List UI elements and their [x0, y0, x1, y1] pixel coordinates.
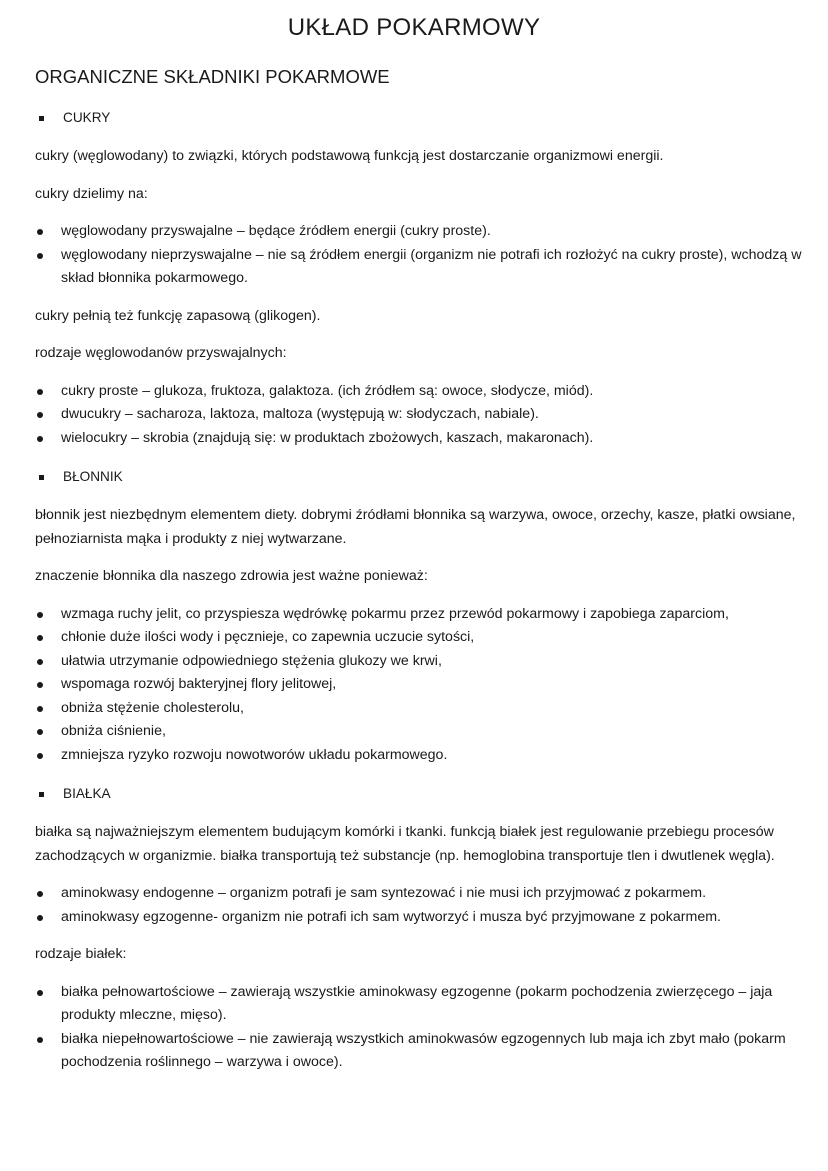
document-content [35, 108, 805, 1089]
list-item: dwucukry – sacharoza, laktoza, maltoza (występują w: słodyczach, nabiale). [35, 403, 805, 427]
paragraph: cukry pełnią też funkcję zapasową (glikogen). [35, 307, 321, 324]
square-bullet-icon [39, 475, 44, 480]
list-item: wzmaga ruchy jelit, co przyspiesza wędrówkę pokarmu przez przewód pokarmowy i zapobiega zaparciom, [35, 603, 805, 627]
section-heading-label: BIAŁKA [63, 786, 111, 802]
section-heading-cukry [35, 108, 805, 128]
list-item: obniża ciśnienie, [35, 720, 805, 744]
paragraph: błonnik jest niezbędnym elementem diety. dobrymi źródłami błonnika są warzywa, owoce, orzechy, kasze, płatki owsiane, pełnoziarnista mąka i produkty z niej wytwarzane. [35, 507, 796, 547]
paragraph: cukry dzielimy na: [35, 185, 148, 202]
list-item: ułatwia utrzymanie odpowiedniego stężenia glukozy we krwi, [35, 650, 805, 674]
list-item: wielocukry – skrobia (znajdują się: w produktach zbożowych, kaszach, makaronach). [35, 427, 805, 451]
list-item: cukry proste – glukoza, fruktoza, galaktoza. (ich źródłem są: owoce, słodycze, miód). [35, 380, 805, 404]
square-bullet-icon [39, 116, 44, 121]
list-item: obniża stężenie cholesterolu, [35, 697, 805, 721]
list-item: wspomaga rozwój bakteryjnej flory jelitowej, [35, 673, 805, 697]
paragraph: rodzaje białek: [35, 946, 127, 962]
bullet-list [35, 882, 805, 929]
paragraph: cukry (węglowodany) to związki, których podstawową funkcją jest dostarczanie organizmowi energii. [35, 148, 664, 164]
paragraph: znaczenie błonnika dla naszego zdrowia jest ważne ponieważ: [35, 568, 428, 584]
bullet-list [35, 981, 805, 1075]
section-heading-bialka [35, 784, 805, 804]
bullet-list [35, 603, 805, 768]
section-heading-label: BŁONNIK [63, 469, 123, 485]
list-item: węglowodany przyswajalne – będące źródłem energii (cukry proste). [35, 220, 805, 244]
list-item: zmniejsza ryzyko rozwoju nowotworów układu pokarmowego. [35, 744, 805, 768]
list-item: białka niepełnowartościowe – nie zawierają wszystkich aminokwasów egzogennych lub maja ich zbyt mało (pokarm pochodzenia roślinnego – warzywa i owoce). [35, 1028, 805, 1075]
bullet-list [35, 220, 805, 291]
page-title: UKŁAD POKARMOWY [287, 14, 541, 41]
bullet-list [35, 380, 805, 451]
paragraph: białka są najważniejszym elementem budującym komórki i tkanki. funkcją białek jest regulowanie przebiegu procesów zachodzących w organizmie. białka transportują też substancje (np. hemoglobina transportuje tlen i dwutlenek węgla). [35, 824, 775, 864]
paragraph: rodzaje węglowodanów przyswajalnych: [35, 345, 287, 361]
list-item: aminokwasy egzogenne- organizm nie potrafi ich sam wytworzyć i musza być przyjmowane z pokarmem. [35, 906, 805, 930]
section-heading-label: CUKRY [63, 110, 111, 126]
list-item: chłonie duże ilości wody i pęcznieje, co zapewnia uczucie sytości, [35, 626, 805, 650]
list-item: węglowodany nieprzyswajalne – nie są źródłem energii (organizm nie potrafi ich rozłożyć na cukry proste), wchodzą w skład błonnika pokarmowego. [35, 244, 805, 291]
square-bullet-icon [39, 792, 44, 797]
page-subtitle: ORGANICZNE SKŁADNIKI POKARMOWE [35, 66, 390, 87]
list-item: białka pełnowartościowe – zawierają wszystkie aminokwasy egzogenne (pokarm pochodzenia zwierzęcego – jaja produkty mleczne, mięso). [35, 981, 805, 1028]
section-heading-blonnik [35, 467, 805, 487]
list-item: aminokwasy endogenne – organizm potrafi je sam syntezować i nie musi ich przyjmować z pokarmem. [35, 882, 805, 906]
